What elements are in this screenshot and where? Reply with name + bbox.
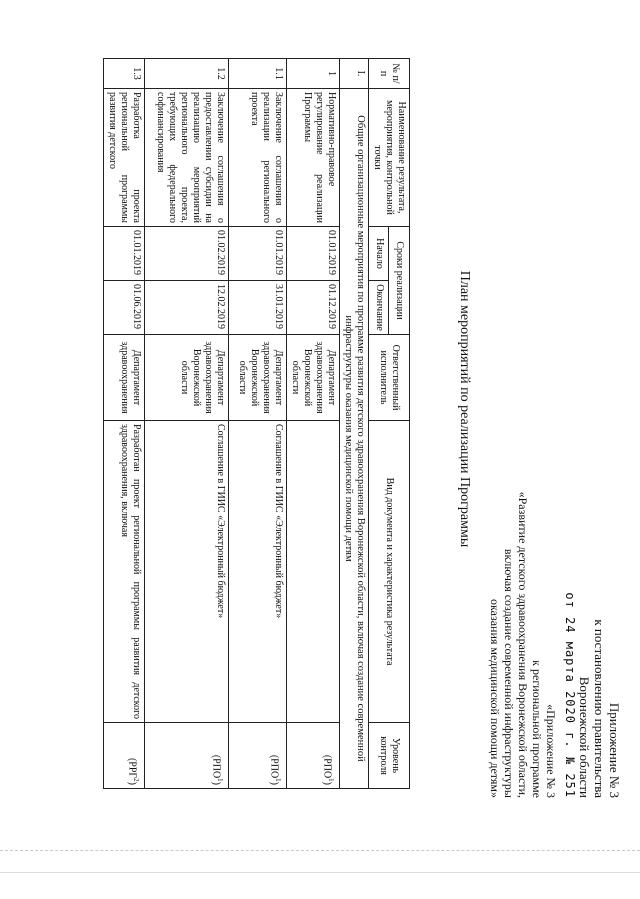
- row-level: [104, 723, 145, 789]
- level-footnote: 2: [132, 778, 140, 782]
- row-end: 31.01.2019: [229, 281, 287, 335]
- annex2-program-name-cont: включая создание современной инфраструктуры: [502, 548, 516, 798]
- table-row: [287, 59, 340, 789]
- row-executor: Департамент здравоохранения Воронежской области: [287, 335, 340, 421]
- level-code: (РПО: [321, 754, 333, 779]
- row-num: 1.3: [104, 59, 145, 89]
- annex2-program-name-end: оказания медицинской помощи детям»: [488, 598, 502, 798]
- row-level: [229, 723, 287, 789]
- row-level: [145, 723, 229, 789]
- row-start: 01.01.2019: [287, 227, 340, 281]
- plan-title: План мероприятий по реализации Программы: [457, 270, 472, 548]
- row-name: Нормативно-правовое регулирование реализации Программы: [287, 89, 340, 227]
- annex-number: Приложение № 3: [607, 702, 622, 798]
- row-level: [287, 723, 340, 789]
- row-num: 1: [287, 59, 340, 89]
- annex2-program-name: «Развитие детского здравоохранения Воронежской области,: [516, 491, 530, 798]
- row-start: 01.01.2019: [104, 227, 145, 281]
- row-end: 01.12.2019: [287, 281, 340, 335]
- table-row: [229, 59, 287, 789]
- section-row: [340, 59, 369, 789]
- row-executor: Департамент здравоохранения Воронежской области: [145, 335, 229, 421]
- row-doc: Соглашение в ГИИС «Электронный бюджет»: [145, 421, 229, 723]
- annex-decree-ref: к постановлению правительства: [592, 619, 607, 798]
- row-start: 01.02.2019: [145, 227, 229, 281]
- row-name: Заключение соглашения о предоставлении субсидии на реализацию мероприятий регионального проекта, требующих федерального софинансирования: [145, 89, 229, 227]
- level-footnote: 1: [327, 778, 335, 782]
- row-start: 01.01.2019: [229, 227, 287, 281]
- table-row: [145, 59, 229, 789]
- header-end: Окончание: [369, 281, 390, 335]
- row-doc: [287, 421, 340, 723]
- level-close: ): [321, 781, 333, 786]
- header-num: № п/п: [369, 59, 410, 89]
- row-num: 1.2: [145, 59, 229, 89]
- table-header-row: [389, 59, 410, 789]
- plan-table: [103, 58, 410, 789]
- level-close: ): [126, 781, 138, 786]
- row-end: 01.06.2019: [104, 281, 145, 335]
- row-doc: Разработан проект региональной программы развития детского здравоохранения, включая: [104, 421, 145, 723]
- annex-program-header: [488, 368, 558, 798]
- header-level: Уровень контроля: [369, 723, 410, 789]
- header-doc: Вид документа и характеристика результата: [369, 421, 410, 723]
- row-name: Разработка проекта региональной программы развития детского: [104, 89, 145, 227]
- section-num: I.: [340, 59, 369, 89]
- level-footnote: 1: [216, 778, 224, 782]
- row-executor: Департамент здравоохранения Воронежской области: [229, 335, 287, 421]
- header-name: Наименование результата, мероприятия, контрольной точки: [369, 89, 410, 227]
- level-code: (РПО: [268, 754, 280, 779]
- annex-region: Воронежской области: [577, 676, 592, 798]
- header-executor: Ответственный исполнитель: [369, 335, 410, 421]
- scan-fold-line: [0, 850, 640, 851]
- row-doc: Соглашение в ГИИС «Электронный бюджет»: [229, 421, 287, 723]
- header-dates: Сроки реализации: [389, 227, 410, 335]
- level-code: (РПО: [210, 754, 222, 779]
- annex-header: [562, 418, 622, 798]
- annex2-number: «Приложение № 3: [544, 704, 558, 798]
- table-row: [104, 59, 145, 789]
- row-num: 1.1: [229, 59, 287, 89]
- annex2-program-ref: к региональной программе: [530, 660, 544, 798]
- level-footnote: 1: [274, 778, 282, 782]
- row-executor: Департамент здравоохранения: [104, 335, 145, 421]
- section-title: Общие организационные мероприятия по программе развития детского здравоохранения Воронежской области, включая создание современной инфраструктуры оказания медицинской помощи детям: [340, 89, 369, 789]
- header-start: Начало: [369, 227, 390, 281]
- row-name: Заключение соглашения о реализации регионального проекта: [229, 89, 287, 227]
- scan-edge-line: [0, 872, 640, 873]
- level-close: ): [210, 781, 222, 786]
- level-code: (РРГ: [126, 757, 138, 779]
- level-close: ): [268, 781, 280, 786]
- annex-date-line: от 24 марта 2020 г. № 251: [563, 592, 577, 798]
- row-end: 12.02.2019: [145, 281, 229, 335]
